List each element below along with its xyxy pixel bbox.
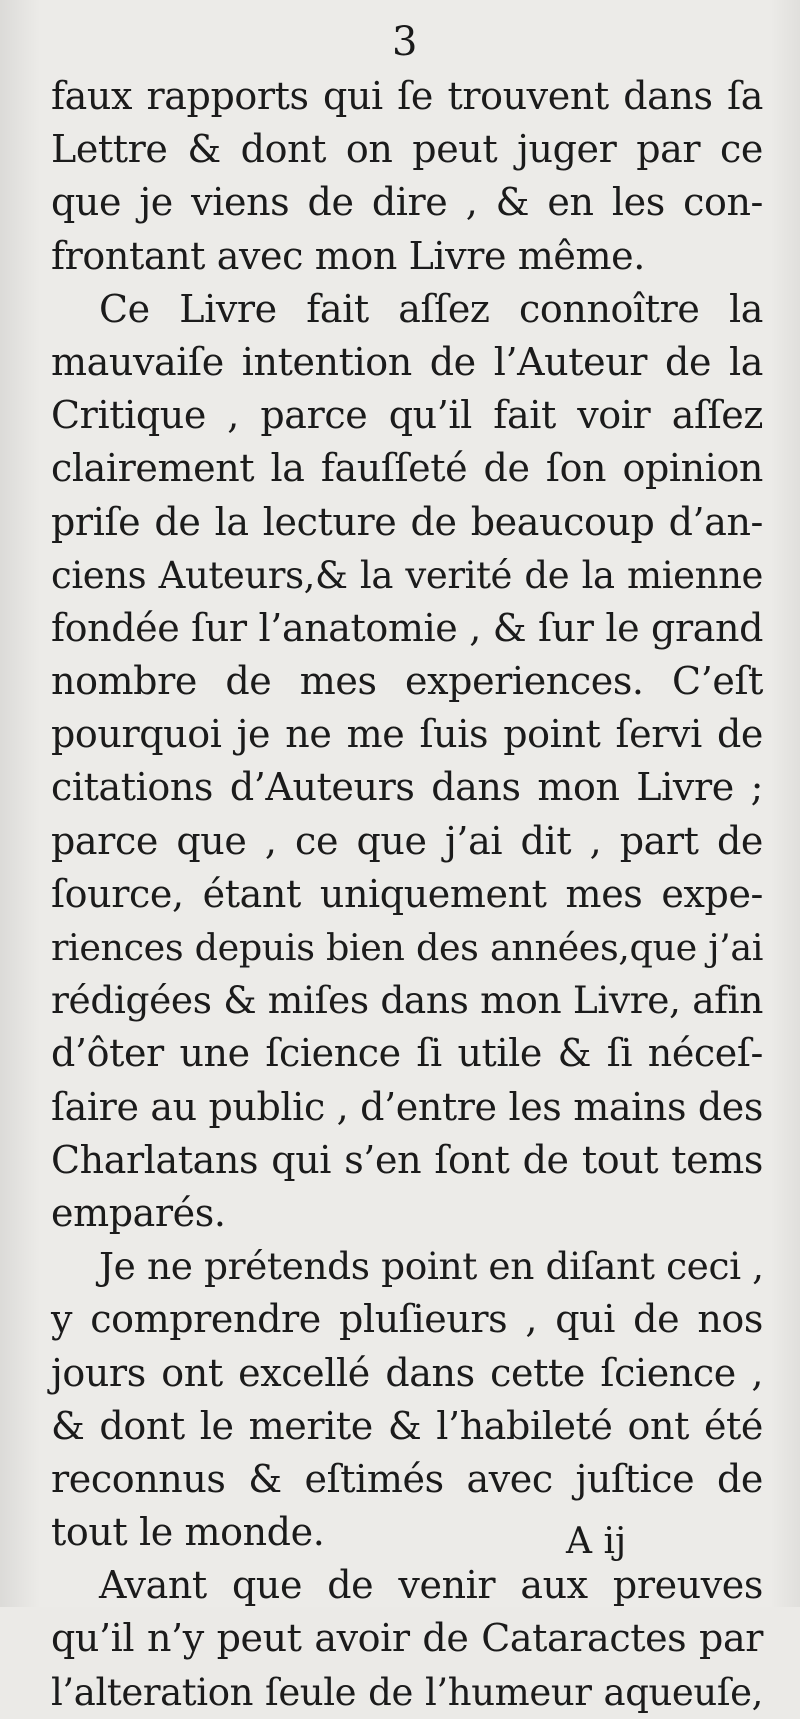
text-line: parce que , ce que j’ai dit , part de xyxy=(51,818,763,863)
text-line: nombre de mes experiences. C’eſt xyxy=(51,659,763,704)
text-line: que je viens de dire , & en les con- xyxy=(51,180,763,225)
text-line: y comprendre pluſieurs , qui de nos xyxy=(51,1297,763,1342)
text-line: riences depuis bien des années,que j’ai xyxy=(51,926,763,969)
text-line: ſource, étant uniquement mes expe- xyxy=(51,871,763,916)
text-line: citations d’Auteurs dans mon Livre ; xyxy=(51,765,763,810)
paragraph-first-line: Ce Livre fait aſſez connoître la xyxy=(99,286,763,331)
text-line: jours ont excellé dans cette ſcience , xyxy=(51,1350,763,1395)
text-line: rédigées & miſes dans mon Livre, afin xyxy=(51,978,763,1023)
body-text xyxy=(51,70,763,1719)
text-line: reconnus & eſtimés avec juſtice de xyxy=(51,1456,763,1501)
page-number: 3 xyxy=(392,19,418,65)
text-line: ciens Auteurs,& la verité de la mienne xyxy=(51,553,763,597)
text-line: l’alteration ſeule de l’humeur aqueuſe, xyxy=(51,1670,763,1714)
paragraph-first-line: Je ne prétends point en diſant ceci , xyxy=(99,1244,764,1289)
text-line: tout le monde. xyxy=(51,1510,325,1555)
text-line: fondée ſur l’anatomie , & ſur le grand xyxy=(51,605,763,650)
text-line: Lettre & dont on peut juger par ce xyxy=(51,127,763,172)
text-line: mauvaiſe intention de l’Auteur de la xyxy=(51,339,763,384)
text-line: emparés. xyxy=(51,1190,226,1235)
text-line: Charlatans qui s’en ſont de tout tems xyxy=(51,1137,763,1182)
text-line: frontant avec mon Livre même. xyxy=(51,233,645,278)
text-line: d’ôter une ſcience ſi utile & ſi néceſ- xyxy=(51,1031,763,1076)
signature-mark: A ij xyxy=(566,1521,627,1562)
text-line: priſe de la lecture de beaucoup d’an- xyxy=(51,499,763,544)
text-line: clairement la fauſſeté de ſon opinion xyxy=(51,446,763,491)
text-line: qu’il n’y peut avoir de Cataractes par xyxy=(51,1616,763,1661)
paragraph-first-line: Avant que de venir aux preuves xyxy=(99,1563,763,1608)
text-line: & dont le merite & l’habileté ont été xyxy=(51,1403,763,1448)
text-line: ſaire au public , d’entre les mains des xyxy=(51,1084,763,1129)
text-line: pourquoi je ne me ſuis point ſervi de xyxy=(51,712,763,757)
text-line: faux rapports qui ſe trouvent dans ſa xyxy=(51,74,763,118)
text-line: Critique , parce qu’il fait voir aſſez xyxy=(51,393,763,438)
